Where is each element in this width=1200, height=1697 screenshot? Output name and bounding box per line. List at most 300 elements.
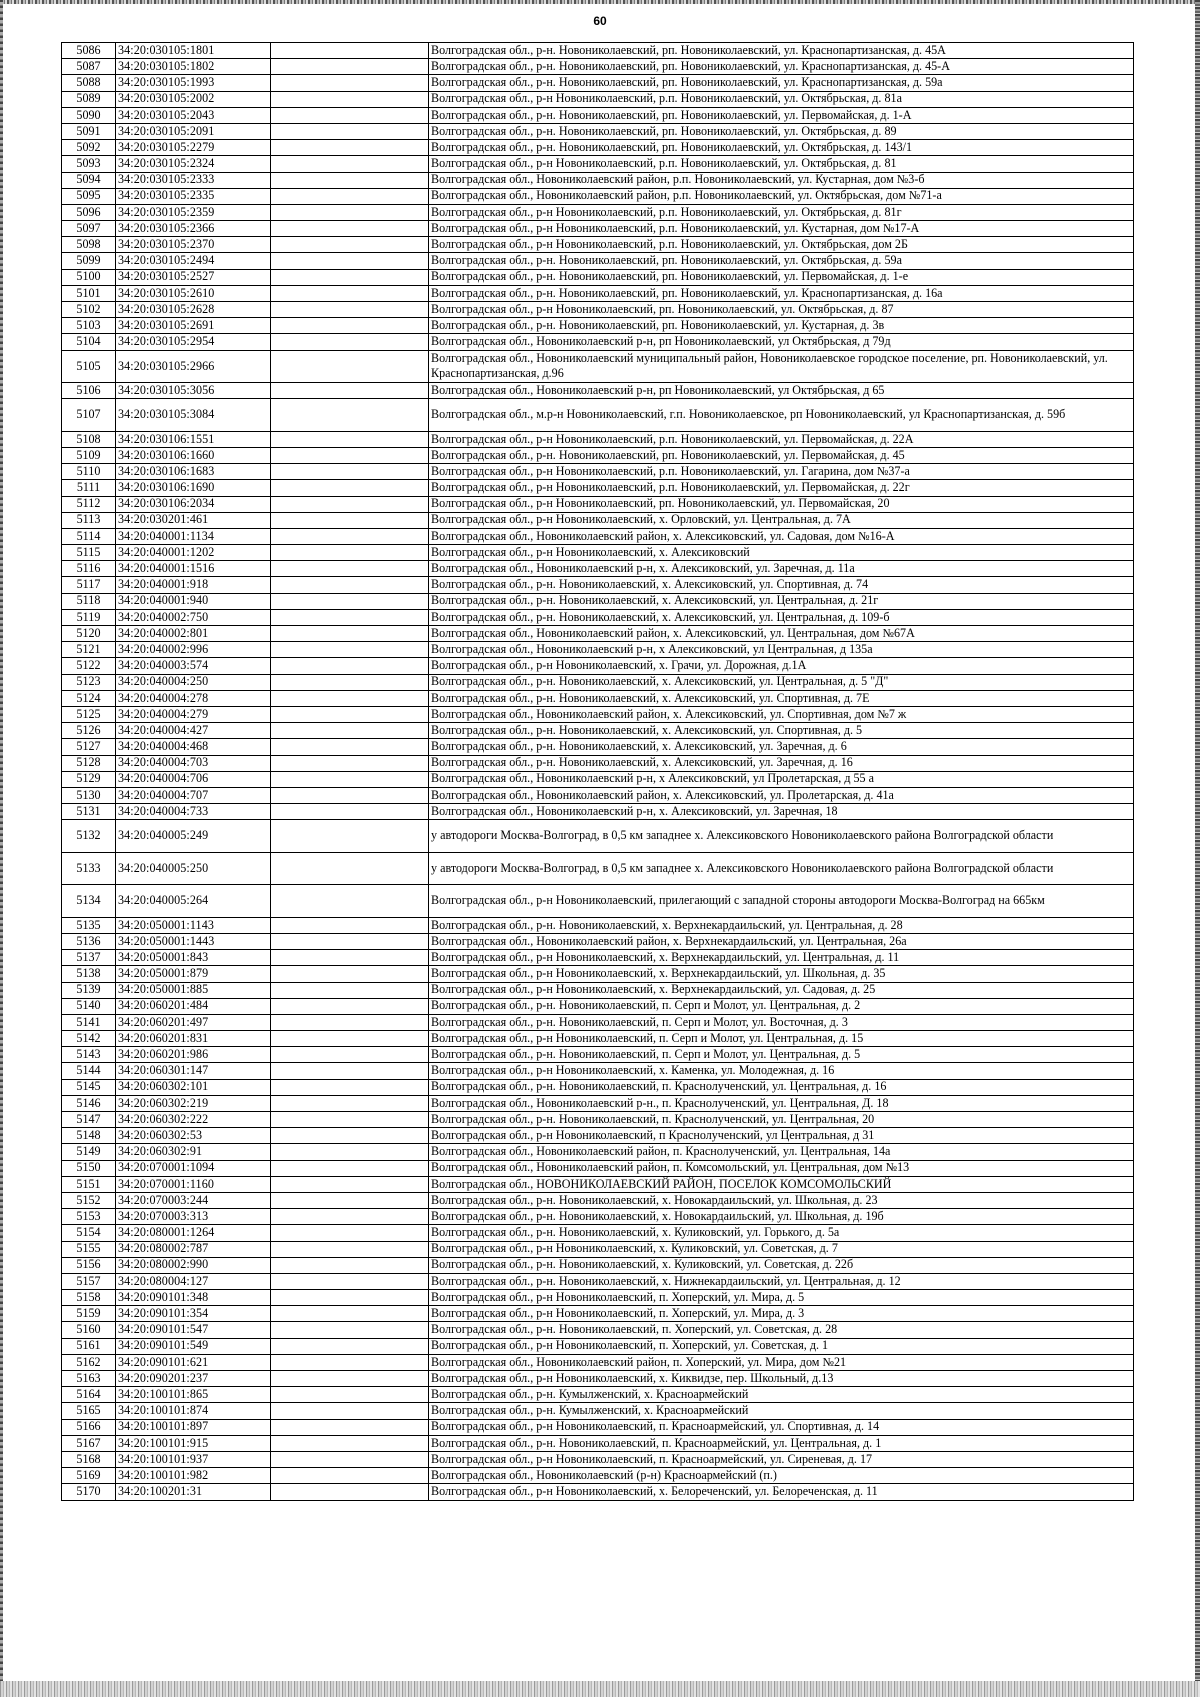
empty-cell [271, 1435, 429, 1451]
cadastral-number-cell: 34:20:040001:1202 [116, 545, 271, 561]
table-row [62, 609, 1134, 625]
table-row [62, 431, 1134, 447]
row-number-cell: 5095 [62, 188, 116, 204]
table-row [62, 771, 1134, 787]
row-number-cell: 5106 [62, 383, 116, 399]
cadastral-number-cell: 34:20:040002:750 [116, 609, 271, 625]
empty-cell [271, 43, 429, 59]
address-cell: Волгоградская обл., р-н. Новониколаевский, х. Алексиковский, ул. Спортивная, д. 7Е [429, 690, 1134, 706]
table-row [62, 1451, 1134, 1467]
address-cell: Волгоградская обл., р-н. Новониколаевский, х. Алексиковский, ул. Центральная, д. 21г [429, 593, 1134, 609]
address-cell: Волгоградская обл., Новониколаевский р-н, рп Новониколаевский, ул Октябрьская, д 65 [429, 383, 1134, 399]
address-cell: Волгоградская обл., р-н. Новониколаевский, х. Нижнекардаильский, ул. Центральная, д. 12 [429, 1273, 1134, 1289]
table-row [62, 237, 1134, 253]
empty-cell [271, 1014, 429, 1030]
table-row [62, 593, 1134, 609]
row-number-cell: 5128 [62, 755, 116, 771]
table-row [62, 1241, 1134, 1257]
empty-cell [271, 706, 429, 722]
cadastral-number-cell: 34:20:100101:982 [116, 1468, 271, 1484]
cadastral-number-cell: 34:20:100201:31 [116, 1484, 271, 1500]
table-row [62, 156, 1134, 172]
cadastral-number-cell: 34:20:050001:879 [116, 966, 271, 982]
empty-cell [271, 188, 429, 204]
address-cell: Волгоградская обл., р-н. Новониколаевский, рп. Новониколаевский, ул. Кустарная, д. 3в [429, 318, 1134, 334]
table-row [62, 1112, 1134, 1128]
address-cell: Волгоградская обл., р-н. Новониколаевский, х. Куликовский, ул. Советская, д. 22б [429, 1257, 1134, 1273]
address-cell: Волгоградская обл., р-н Новониколаевский, рп. Новониколаевский, ул. Октябрьская, д. 87 [429, 302, 1134, 318]
cadastral-number-cell: 34:20:060302:222 [116, 1112, 271, 1128]
table-row [62, 1047, 1134, 1063]
row-number-cell: 5123 [62, 674, 116, 690]
empty-cell [271, 1144, 429, 1160]
cadastral-number-cell: 34:20:030105:2002 [116, 91, 271, 107]
table-row [62, 1419, 1134, 1435]
row-number-cell: 5160 [62, 1322, 116, 1338]
cadastral-number-cell: 34:20:060302:91 [116, 1144, 271, 1160]
cadastral-number-cell: 34:20:030105:1993 [116, 75, 271, 91]
address-cell: Волгоградская обл., р-н. Новониколаевский, рп. Новониколаевский, ул. Октябрьская, д. 89 [429, 123, 1134, 139]
row-number-cell: 5136 [62, 933, 116, 949]
table-row [62, 285, 1134, 301]
row-number-cell: 5127 [62, 739, 116, 755]
table-row [62, 690, 1134, 706]
row-number-cell: 5090 [62, 107, 116, 123]
table-row [62, 318, 1134, 334]
table-row [62, 1306, 1134, 1322]
cadastral-number-cell: 34:20:030105:2043 [116, 107, 271, 123]
row-number-cell: 5089 [62, 91, 116, 107]
empty-cell [271, 318, 429, 334]
scan-edge-top [0, 0, 1200, 4]
empty-cell [271, 609, 429, 625]
cadastral-number-cell: 34:20:030105:2366 [116, 221, 271, 237]
address-cell: Волгоградская обл., Новониколаевский р-н, х. Алексиковский, ул. Заречная, д. 11а [429, 561, 1134, 577]
address-cell: у автодороги Москва-Волгоград, в 0,5 км западнее х. Алексиковского Новониколаевского района Волгоградской области [429, 820, 1134, 853]
row-number-cell: 5096 [62, 204, 116, 220]
cadastral-number-cell: 34:20:040004:427 [116, 723, 271, 739]
cadastral-number-cell: 34:20:030105:2370 [116, 237, 271, 253]
row-number-cell: 5166 [62, 1419, 116, 1435]
row-number-cell: 5094 [62, 172, 116, 188]
table-row [62, 447, 1134, 463]
empty-cell [271, 1354, 429, 1370]
address-cell: у автодороги Москва-Волгоград, в 0,5 км западнее х. Алексиковского Новониколаевского района Волгоградской области [429, 852, 1134, 885]
address-cell: Волгоградская обл., Новониколаевский район, п. Хоперский, ул. Мира, дом №21 [429, 1354, 1134, 1370]
table-row [62, 383, 1134, 399]
empty-cell [271, 577, 429, 593]
row-number-cell: 5108 [62, 431, 116, 447]
row-number-cell: 5155 [62, 1241, 116, 1257]
row-number-cell: 5152 [62, 1192, 116, 1208]
table-row [62, 1144, 1134, 1160]
row-number-cell: 5117 [62, 577, 116, 593]
row-number-cell: 5164 [62, 1387, 116, 1403]
address-cell: Волгоградская обл., Новониколаевский район, п. Комсомольский, ул. Центральная, дом №13 [429, 1160, 1134, 1176]
page-number: 60 [593, 14, 607, 28]
table-row [62, 1209, 1134, 1225]
cadastral-number-cell: 34:20:090101:348 [116, 1290, 271, 1306]
row-number-cell: 5113 [62, 512, 116, 528]
table-row [62, 1403, 1134, 1419]
table-row [62, 188, 1134, 204]
row-number-cell: 5143 [62, 1047, 116, 1063]
table-row [62, 1031, 1134, 1047]
address-cell: Волгоградская обл., р-н Новониколаевский, х. Верхнекардаильский, ул. Центральная, д. 11 [429, 950, 1134, 966]
address-cell: Волгоградская обл., р-н Новониколаевский, х. Орловский, ул. Центральная, д. 7А [429, 512, 1134, 528]
cadastral-number-cell: 34:20:030105:2691 [116, 318, 271, 334]
table-row [62, 1290, 1134, 1306]
table-row [62, 334, 1134, 350]
address-cell: Волгоградская обл., р-н. Новониколаевский, п. Краснолученский, ул. Центральная, д. 16 [429, 1079, 1134, 1095]
address-cell: Волгоградская обл., р-н. Новониколаевский, х. Новокардаильский, ул. Школьная, д. 23 [429, 1192, 1134, 1208]
table-row [62, 480, 1134, 496]
row-number-cell: 5159 [62, 1306, 116, 1322]
cadastral-number-cell: 34:20:050001:1143 [116, 917, 271, 933]
table-row [62, 107, 1134, 123]
cadastral-number-cell: 34:20:030105:2335 [116, 188, 271, 204]
address-cell: Волгоградская обл., р-н. Новониколаевский, х. Алексиковский, ул. Спортивная, д. 5 [429, 723, 1134, 739]
row-number-cell: 5165 [62, 1403, 116, 1419]
cadastral-number-cell: 34:20:060302:53 [116, 1128, 271, 1144]
row-number-cell: 5110 [62, 464, 116, 480]
empty-cell [271, 852, 429, 885]
cadastral-number-cell: 34:20:030105:1802 [116, 59, 271, 75]
address-cell: Волгоградская обл., р-н Новониколаевский, п. Красноармейский, ул. Спортивная, д. 14 [429, 1419, 1134, 1435]
address-cell: Волгоградская обл., Новониколаевский район, х. Алексиковский, ул. Спортивная, дом №7 ж [429, 706, 1134, 722]
address-cell: Волгоградская обл., р-н Новониколаевский, х. Каменка, ул. Молодежная, д. 16 [429, 1063, 1134, 1079]
row-number-cell: 5086 [62, 43, 116, 59]
row-number-cell: 5157 [62, 1273, 116, 1289]
table-row [62, 350, 1134, 383]
table-row [62, 1354, 1134, 1370]
empty-cell [271, 334, 429, 350]
row-number-cell: 5129 [62, 771, 116, 787]
table-row [62, 1322, 1134, 1338]
table-row [62, 1095, 1134, 1111]
row-number-cell: 5098 [62, 237, 116, 253]
table-row [62, 1468, 1134, 1484]
cadastral-number-cell: 34:20:100101:937 [116, 1451, 271, 1467]
row-number-cell: 5104 [62, 334, 116, 350]
cadastral-number-cell: 34:20:070003:244 [116, 1192, 271, 1208]
row-number-cell: 5147 [62, 1112, 116, 1128]
cadastral-number-cell: 34:20:040001:918 [116, 577, 271, 593]
empty-cell [271, 496, 429, 512]
address-cell: Волгоградская обл., р-н. Новониколаевский, х. Новокардаильский, ул. Школьная, д. 19б [429, 1209, 1134, 1225]
empty-cell [271, 545, 429, 561]
empty-cell [271, 1160, 429, 1176]
row-number-cell: 5111 [62, 480, 116, 496]
address-cell: Волгоградская обл., р-н. Новониколаевский, рп. Новониколаевский, ул. Первомайская, д. 1-А [429, 107, 1134, 123]
table-row [62, 674, 1134, 690]
table-row [62, 820, 1134, 853]
address-cell: Волгоградская обл., Новониколаевский район, х. Алексиковский, ул. Садовая, дом №16-А [429, 528, 1134, 544]
table-row [62, 221, 1134, 237]
address-cell: Волгоградская обл., р-н. Новониколаевский, рп. Новониколаевский, ул. Краснопартизанская, д. 16а [429, 285, 1134, 301]
cadastral-number-cell: 34:20:040004:706 [116, 771, 271, 787]
empty-cell [271, 1468, 429, 1484]
row-number-cell: 5134 [62, 885, 116, 918]
address-cell: Волгоградская обл., Новониколаевский р-н., п. Краснолученский, ул. Центральная, Д. 18 [429, 1095, 1134, 1111]
empty-cell [271, 917, 429, 933]
row-number-cell: 5137 [62, 950, 116, 966]
cadastral-number-cell: 34:20:030105:2324 [116, 156, 271, 172]
row-number-cell: 5145 [62, 1079, 116, 1095]
table-row [62, 998, 1134, 1014]
address-cell: Волгоградская обл., Новониколаевский район, р.п. Новониколаевский, ул. Кустарная, дом №3-б [429, 172, 1134, 188]
cadastral-number-cell: 34:20:080001:1264 [116, 1225, 271, 1241]
address-cell: Волгоградская обл., р-н. Новониколаевский, х. Куликовский, ул. Горького, д. 5а [429, 1225, 1134, 1241]
row-number-cell: 5125 [62, 706, 116, 722]
cadastral-number-cell: 34:20:040001:940 [116, 593, 271, 609]
address-cell: Волгоградская обл., НОВОНИКОЛАЕВСКИЙ РАЙОН, ПОСЕЛОК КОМСОМОЛЬСКИЙ [429, 1176, 1134, 1192]
empty-cell [271, 1484, 429, 1500]
empty-cell [271, 593, 429, 609]
empty-cell [271, 933, 429, 949]
table-row [62, 302, 1134, 318]
cadastral-number-cell: 34:20:090101:354 [116, 1306, 271, 1322]
row-number-cell: 5100 [62, 269, 116, 285]
cadastral-number-cell: 34:20:060302:101 [116, 1079, 271, 1095]
row-number-cell: 5109 [62, 447, 116, 463]
row-number-cell: 5116 [62, 561, 116, 577]
empty-cell [271, 1273, 429, 1289]
table-row [62, 1160, 1134, 1176]
empty-cell [271, 59, 429, 75]
row-number-cell: 5119 [62, 609, 116, 625]
empty-cell [271, 1209, 429, 1225]
empty-cell [271, 1290, 429, 1306]
address-cell: Волгоградская обл., р-н Новониколаевский, р.п. Новониколаевский, ул. Октябрьская, д. 81а [429, 91, 1134, 107]
row-number-cell: 5120 [62, 626, 116, 642]
cadastral-number-cell: 34:20:030105:3056 [116, 383, 271, 399]
empty-cell [271, 1128, 429, 1144]
address-cell: Волгоградская обл., р-н Новониколаевский, р.п. Новониколаевский, ул. Первомайская, д. 22г [429, 480, 1134, 496]
cadastral-number-cell: 34:20:040001:1134 [116, 528, 271, 544]
address-cell: Волгоградская обл., р-н. Новониколаевский, рп. Новониколаевский, ул. Краснопартизанская, д. 59а [429, 75, 1134, 91]
table-row [62, 1128, 1134, 1144]
cadastral-number-cell: 34:20:040005:249 [116, 820, 271, 853]
address-cell: Волгоградская обл., р-н Новониколаевский, п. Хоперский, ул. Советская, д. 1 [429, 1338, 1134, 1354]
cadastral-number-cell: 34:20:070001:1094 [116, 1160, 271, 1176]
address-cell: Волгоградская обл., р-н. Новониколаевский, рп. Новониколаевский, ул. Октябрьская, д. 143/1 [429, 140, 1134, 156]
cadastral-number-cell: 34:20:040004:250 [116, 674, 271, 690]
row-number-cell: 5142 [62, 1031, 116, 1047]
empty-cell [271, 1063, 429, 1079]
address-cell: Волгоградская обл., р-н Новониколаевский, х. Грачи, ул. Дорожная, д.1А [429, 658, 1134, 674]
empty-cell [271, 221, 429, 237]
cadastral-number-cell: 34:20:040004:468 [116, 739, 271, 755]
cadastral-number-cell: 34:20:040004:703 [116, 755, 271, 771]
registry-table-container [61, 42, 1133, 1501]
table-row [62, 59, 1134, 75]
cadastral-number-cell: 34:20:040004:733 [116, 804, 271, 820]
cadastral-number-cell: 34:20:030105:2610 [116, 285, 271, 301]
empty-cell [271, 1047, 429, 1063]
row-number-cell: 5131 [62, 804, 116, 820]
row-number-cell: 5091 [62, 123, 116, 139]
row-number-cell: 5156 [62, 1257, 116, 1273]
row-number-cell: 5148 [62, 1128, 116, 1144]
table-row [62, 140, 1134, 156]
cadastral-number-cell: 34:20:030106:1660 [116, 447, 271, 463]
address-cell: Волгоградская обл., Новониколаевский район, п. Краснолученский, ул. Центральная, 14а [429, 1144, 1134, 1160]
table-row [62, 577, 1134, 593]
table-row [62, 1435, 1134, 1451]
empty-cell [271, 1451, 429, 1467]
empty-cell [271, 998, 429, 1014]
cadastral-number-cell: 34:20:030106:1690 [116, 480, 271, 496]
empty-cell [271, 204, 429, 220]
row-number-cell: 5140 [62, 998, 116, 1014]
address-cell: Волгоградская обл., р-н. Новониколаевский, п. Серп и Молот, ул. Восточная, д. 3 [429, 1014, 1134, 1030]
row-number-cell: 5153 [62, 1209, 116, 1225]
empty-cell [271, 561, 429, 577]
address-cell: Волгоградская обл., р-н Новониколаевский, х. Киквидзе, пер. Школьный, д.13 [429, 1371, 1134, 1387]
scan-edge-left [0, 0, 3, 1697]
row-number-cell: 5135 [62, 917, 116, 933]
cadastral-number-cell: 34:20:030201:461 [116, 512, 271, 528]
address-cell: Волгоградская обл., м.р-н Новониколаевский, г.п. Новониколаевское, рп Новониколаевский, ул Краснопартизанская, д. 59б [429, 399, 1134, 432]
empty-cell [271, 787, 429, 803]
empty-cell [271, 156, 429, 172]
address-cell: Волгоградская обл., р-н Новониколаевский, р.п. Новониколаевский, ул. Кустарная, дом №17-А [429, 221, 1134, 237]
row-number-cell: 5144 [62, 1063, 116, 1079]
address-cell: Волгоградская обл., р-н. Новониколаевский, х. Алексиковский, ул. Заречная, д. 16 [429, 755, 1134, 771]
empty-cell [271, 1403, 429, 1419]
table-row [62, 75, 1134, 91]
table-row [62, 1338, 1134, 1354]
empty-cell [271, 1192, 429, 1208]
address-cell: Волгоградская обл., р-н. Новониколаевский, п. Хоперский, ул. Советская, д. 28 [429, 1322, 1134, 1338]
table-row [62, 658, 1134, 674]
table-row [62, 1387, 1134, 1403]
address-cell: Волгоградская обл., р-н. Новониколаевский, х. Алексиковский, ул. Спортивная, д. 74 [429, 577, 1134, 593]
address-cell: Волгоградская обл., р-н. Новониколаевский, рп. Новониколаевский, ул. Краснопартизанская, д. 45А [429, 43, 1134, 59]
cadastral-number-cell: 34:20:100101:874 [116, 1403, 271, 1419]
cadastral-number-cell: 34:20:050001:885 [116, 982, 271, 998]
row-number-cell: 5169 [62, 1468, 116, 1484]
empty-cell [271, 431, 429, 447]
registry-table-body [62, 43, 1134, 1501]
address-cell: Волгоградская обл., р-н Новониколаевский, х. Куликовский, ул. Советская, д. 7 [429, 1241, 1134, 1257]
cadastral-number-cell: 34:20:100101:897 [116, 1419, 271, 1435]
cadastral-number-cell: 34:20:030105:2954 [116, 334, 271, 350]
empty-cell [271, 1322, 429, 1338]
cadastral-number-cell: 34:20:030105:2966 [116, 350, 271, 383]
table-row [62, 1257, 1134, 1273]
empty-cell [271, 123, 429, 139]
empty-cell [271, 950, 429, 966]
table-row [62, 723, 1134, 739]
empty-cell [271, 383, 429, 399]
table-row [62, 1225, 1134, 1241]
address-cell: Волгоградская обл., р-н Новониколаевский, х. Верхнекардаильский, ул. Школьная, д. 35 [429, 966, 1134, 982]
row-number-cell: 5139 [62, 982, 116, 998]
cadastral-number-cell: 34:20:060302:219 [116, 1095, 271, 1111]
row-number-cell: 5163 [62, 1371, 116, 1387]
row-number-cell: 5107 [62, 399, 116, 432]
row-number-cell: 5102 [62, 302, 116, 318]
empty-cell [271, 1387, 429, 1403]
empty-cell [271, 399, 429, 432]
table-row [62, 1371, 1134, 1387]
row-number-cell: 5101 [62, 285, 116, 301]
address-cell: Волгоградская обл., р-н Новониколаевский, рп. Новониколаевский, ул. Первомайская, 20 [429, 496, 1134, 512]
empty-cell [271, 302, 429, 318]
address-cell: Волгоградская обл., р-н Новониколаевский, п. Красноармейский, ул. Сиреневая, д. 17 [429, 1451, 1134, 1467]
row-number-cell: 5161 [62, 1338, 116, 1354]
address-cell: Волгоградская обл., р-н. Новониколаевский, рп. Новониколаевский, ул. Первомайская, д. 1-е [429, 269, 1134, 285]
table-row [62, 982, 1134, 998]
address-cell: Волгоградская обл., р-н. Новониколаевский, х. Верхнекардаильский, ул. Центральная, д. 28 [429, 917, 1134, 933]
address-cell: Волгоградская обл., р-н. Новониколаевский, х. Алексиковский, ул. Центральная, д. 109-б [429, 609, 1134, 625]
table-row [62, 755, 1134, 771]
empty-cell [271, 690, 429, 706]
address-cell: Волгоградская обл., Новониколаевский р-н, х Алексиковский, ул Пролетарская, д 55 а [429, 771, 1134, 787]
cadastral-number-cell: 34:20:030105:2279 [116, 140, 271, 156]
address-cell: Волгоградская обл., р-н Новониколаевский, п Краснолученский, ул Центральная, д 31 [429, 1128, 1134, 1144]
address-cell: Волгоградская обл., р-н Новониколаевский, р.п. Новониколаевский, ул. Октябрьская, д. 81г [429, 204, 1134, 220]
table-row [62, 399, 1134, 432]
row-number-cell: 5122 [62, 658, 116, 674]
table-row [62, 123, 1134, 139]
table-row [62, 1063, 1134, 1079]
table-row [62, 933, 1134, 949]
row-number-cell: 5126 [62, 723, 116, 739]
table-row [62, 43, 1134, 59]
table-row [62, 1176, 1134, 1192]
table-row [62, 739, 1134, 755]
address-cell: Волгоградская обл., р-н Новониколаевский, р.п. Новониколаевский, ул. Гагарина, дом №37-а [429, 464, 1134, 480]
table-row [62, 885, 1134, 918]
cadastral-number-cell: 34:20:090101:549 [116, 1338, 271, 1354]
row-number-cell: 5087 [62, 59, 116, 75]
address-cell: Волгоградская обл., р-н Новониколаевский, р.п. Новониколаевский, ул. Октябрьская, д. 81 [429, 156, 1134, 172]
table-row [62, 787, 1134, 803]
cadastral-number-cell: 34:20:060301:147 [116, 1063, 271, 1079]
address-cell: Волгоградская обл., Новониколаевский р-н, х. Алексиковский, ул. Заречная, 18 [429, 804, 1134, 820]
address-cell: Волгоградская обл., Новониколаевский р-н, рп Новониколаевский, ул Октябрьская, д 79д [429, 334, 1134, 350]
cadastral-number-cell: 34:20:080002:990 [116, 1257, 271, 1273]
address-cell: Волгоградская обл., Новониколаевский муниципальный район, Новониколаевское городское поселение, рп. Новониколаевский, ул. Краснопартизанская, д.96 [429, 350, 1134, 383]
cadastral-number-cell: 34:20:040002:801 [116, 626, 271, 642]
empty-cell [271, 755, 429, 771]
table-row [62, 1484, 1134, 1500]
empty-cell [271, 480, 429, 496]
table-row [62, 91, 1134, 107]
cadastral-number-cell: 34:20:040004:279 [116, 706, 271, 722]
table-row [62, 917, 1134, 933]
address-cell: Волгоградская обл., р-н Новониколаевский, х. Алексиковский [429, 545, 1134, 561]
address-cell: Волгоградская обл., Новониколаевский район, х. Верхнекардаильский, ул. Центральная, 26а [429, 933, 1134, 949]
row-number-cell: 5133 [62, 852, 116, 885]
row-number-cell: 5151 [62, 1176, 116, 1192]
table-row [62, 706, 1134, 722]
address-cell: Волгоградская обл., р-н Новониколаевский, п. Хоперский, ул. Мира, д. 3 [429, 1306, 1134, 1322]
row-number-cell: 5118 [62, 593, 116, 609]
row-number-cell: 5099 [62, 253, 116, 269]
address-cell: Волгоградская обл., р-н. Новониколаевский, п. Краснолученский, ул. Центральная, 20 [429, 1112, 1134, 1128]
address-cell: Волгоградская обл., р-н. Новониколаевский, п. Серп и Молот, ул. Центральная, д. 2 [429, 998, 1134, 1014]
row-number-cell: 5158 [62, 1290, 116, 1306]
table-row [62, 626, 1134, 642]
row-number-cell: 5093 [62, 156, 116, 172]
empty-cell [271, 1225, 429, 1241]
cadastral-number-cell: 34:20:070003:313 [116, 1209, 271, 1225]
table-row [62, 1079, 1134, 1095]
